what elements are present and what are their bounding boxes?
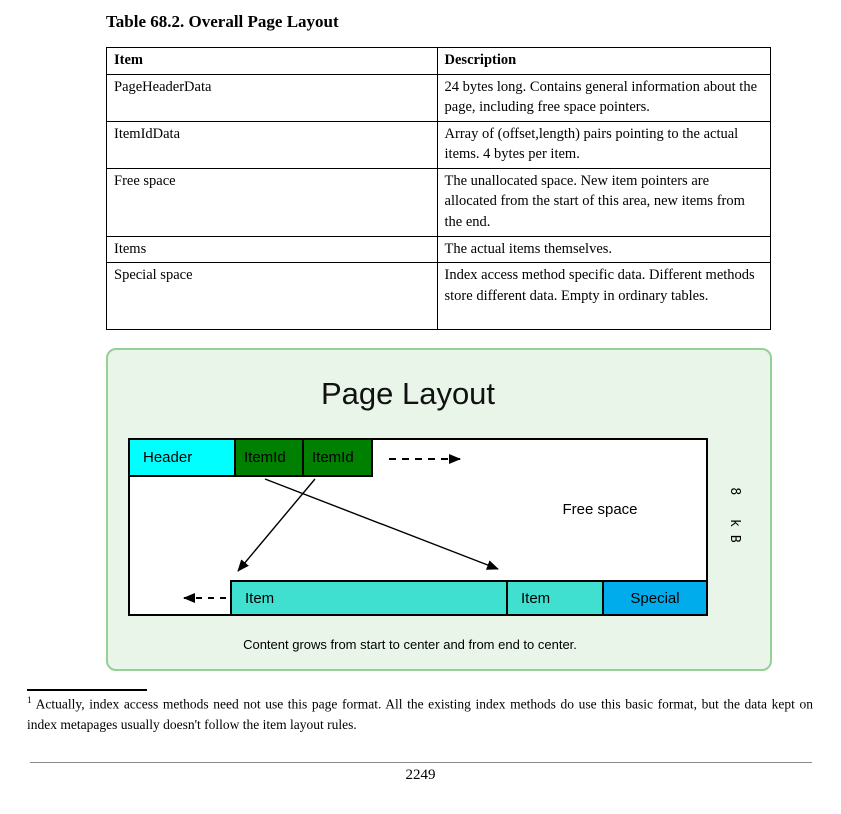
figure-caption: Content grows from start to center and from end to center. (243, 637, 577, 652)
table-title: Table 68.2. Overall Page Layout (106, 12, 339, 31)
item-box-1 (230, 580, 508, 616)
page-size-label: 8 kB (727, 487, 742, 551)
table-row (107, 74, 771, 121)
item-box-1-label: Item (245, 589, 275, 607)
cell-item: PageHeaderData (107, 74, 438, 121)
column-header-item: Item (107, 48, 438, 75)
table-header-row (107, 48, 771, 75)
free-space-label: Free space (562, 501, 638, 518)
cell-description: Index access method specific data. Different methods store different data. Empty in ordinary tables. (437, 263, 770, 330)
footnote (27, 694, 813, 735)
header-box (128, 438, 236, 477)
table-row (107, 168, 771, 236)
itemid-box-1 (234, 438, 304, 477)
itemid-box-2-label: ItemId (312, 449, 354, 466)
item-box-2 (506, 580, 604, 616)
footnote-marker: 1 (27, 696, 32, 706)
page-layout-figure (106, 348, 772, 671)
cell-description: The actual items themselves. (437, 236, 770, 263)
cell-description: The unallocated space. New item pointers are allocated from the start of this area, new items from the end. (437, 168, 770, 236)
table-row (107, 236, 771, 263)
cell-description: 24 bytes long. Contains general information about the page, including free space pointers. (437, 74, 770, 121)
column-header-description: Description (437, 48, 770, 75)
footer-rule (30, 762, 812, 763)
figure-title: Page Layout (320, 376, 496, 411)
special-box-label: Special (630, 589, 680, 607)
cell-item: Items (107, 236, 438, 263)
table-row (107, 263, 771, 330)
footnote-text: Actually, index access methods need not use this page format. All the existing index methods do use this basic format, but the data kept on index metapages usually doesn't follow the item layout rules. (27, 696, 813, 732)
cell-item: Special space (107, 263, 438, 330)
page-number: 2249 (405, 767, 436, 783)
header-box-label: Header (143, 449, 193, 466)
itemid-box-1-label: ItemId (244, 449, 286, 466)
overall-page-layout-table (106, 47, 771, 330)
cell-item: Free space (107, 168, 438, 236)
special-box (602, 580, 708, 616)
footnote-separator (27, 689, 147, 691)
item-box-2-label: Item (521, 589, 551, 607)
cell-item: ItemIdData (107, 121, 438, 168)
table-row (107, 121, 771, 168)
cell-description: Array of (offset,length) pairs pointing to the actual items. 4 bytes per item. (437, 121, 770, 168)
itemid-box-2 (302, 438, 373, 477)
